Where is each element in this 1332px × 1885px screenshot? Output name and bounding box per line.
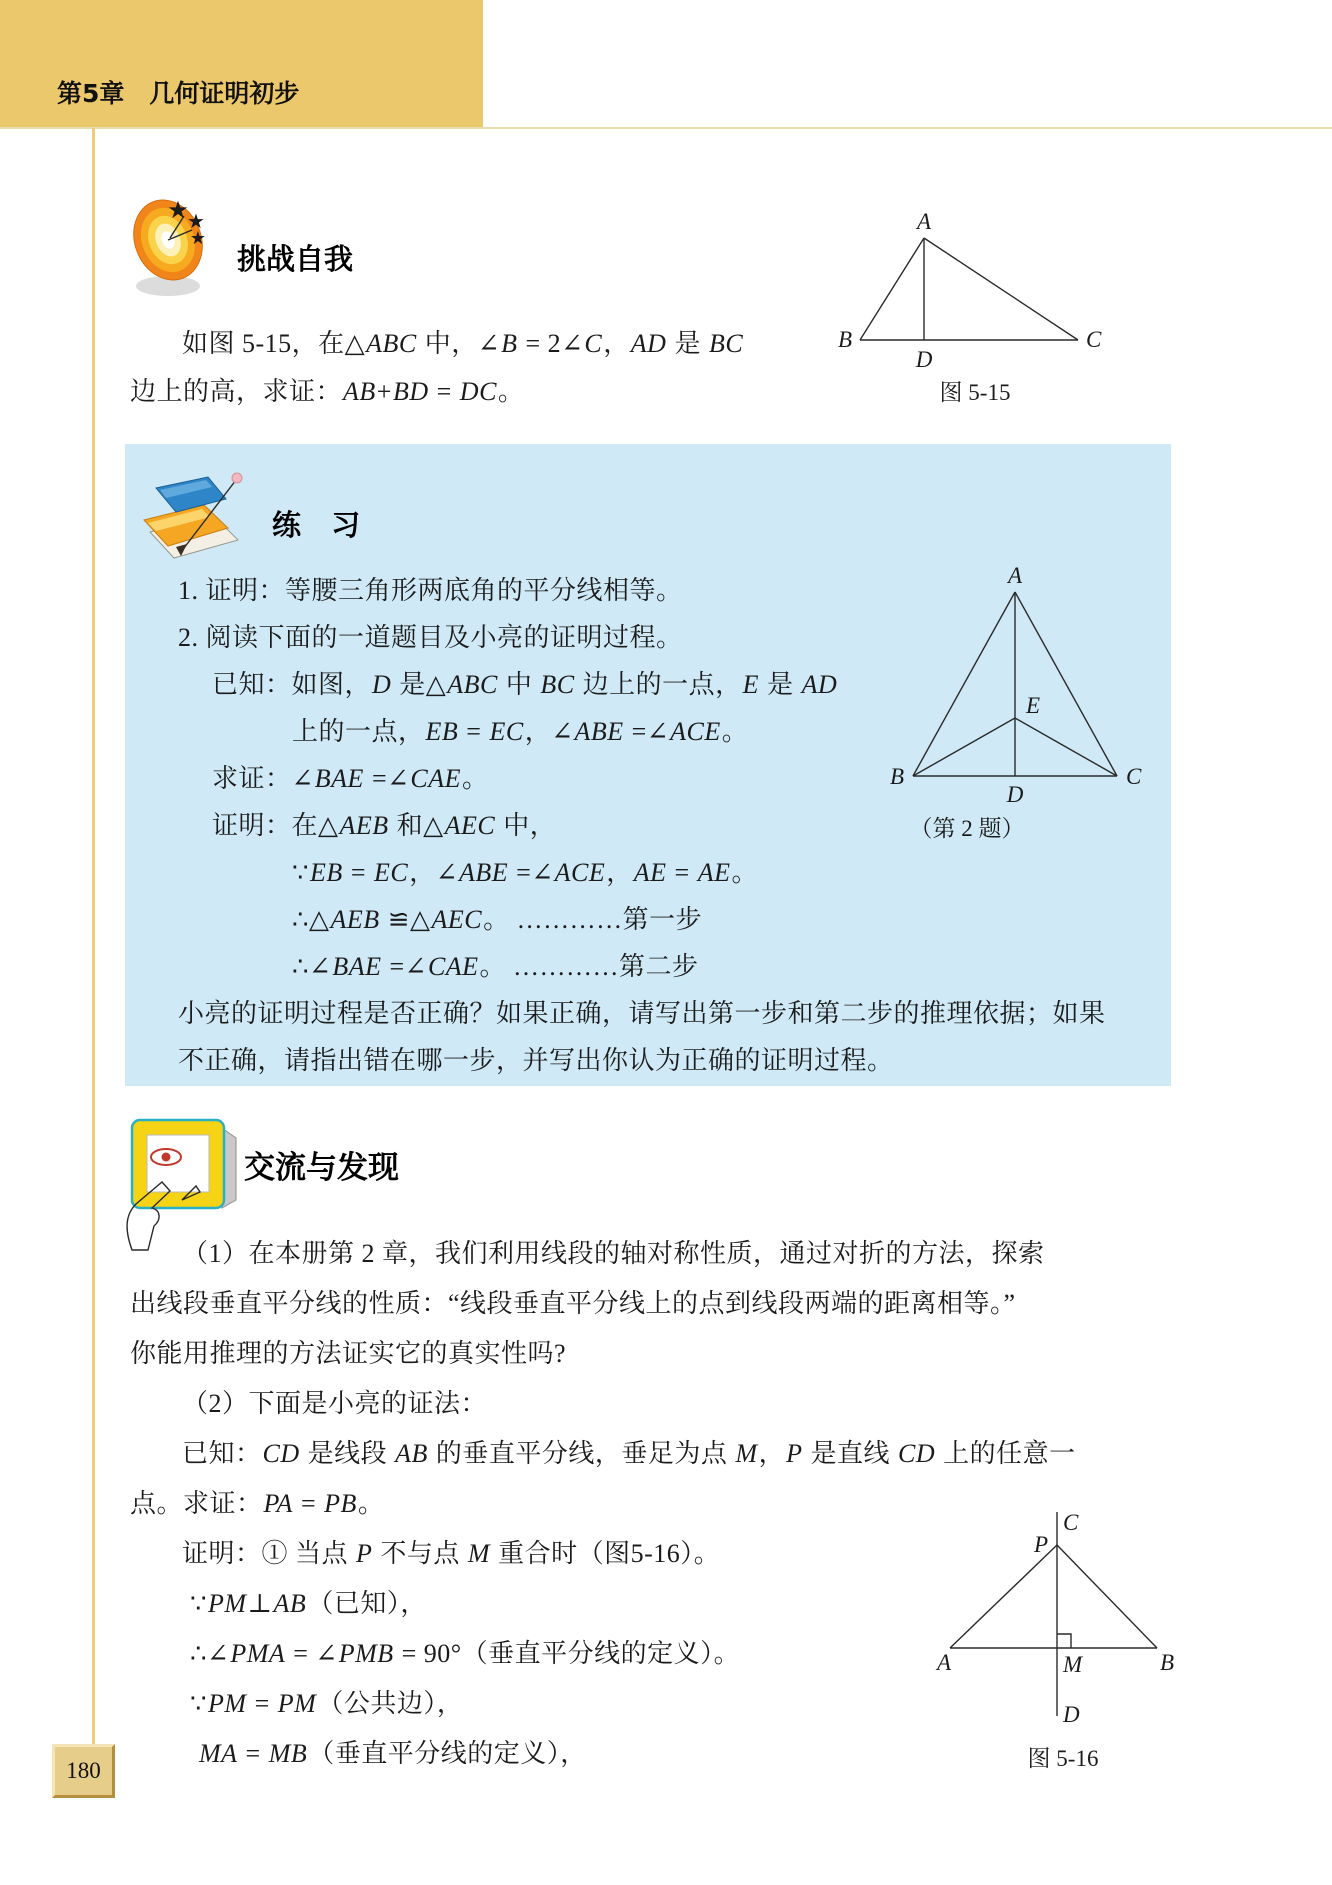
practice-item-2: 2. 阅读下面的一道题目及小亮的证明过程。 [178,623,683,652]
discovery-p2: （2）下面是小亮的证法： [182,1389,488,1418]
fig2-label-e: E [1026,693,1041,718]
fig15-label-a: A [916,209,932,234]
challenge-text-line1: 如图 5-15，在△ABC 中，∠B = 2∠C，AD 是 BC [182,329,744,358]
svg-text:★: ★ [167,198,189,224]
practice-question-line2: 不正确，请指出错在哪一步，并写出你认为正确的证明过程。 [178,1046,894,1075]
discovery-given-line2: 点。求证：PA = PB。 [130,1489,385,1518]
fig2-label-d: D [1006,782,1024,807]
discovery-section-title: 交流与发现 [244,1150,399,1186]
practice-proof-line3: ∴∠BAE =∠CAE。 …………第二步 [292,952,699,981]
practice-given-line2: 上的一点，EB = EC，∠ABE =∠ACE。 [292,717,749,746]
discovery-proof-line1: ∵PM⊥AB（已知）， [190,1589,427,1618]
practice-item-1: 1. 证明：等腰三角形两底角的平分线相等。 [178,576,683,605]
discovery-proof-line2: ∴∠PMA = ∠PMB = 90°（垂直平分线的定义）。 [190,1639,741,1668]
figure-problem-2 [870,550,1170,810]
fig16-label-d: D [1063,1702,1080,1727]
fig2-label-a: A [1007,563,1023,588]
discovery-given-line1: 已知：CD 是线段 AB 的垂直平分线，垂足为点 M，P 是直线 CD 上的任意一 [182,1439,1076,1468]
fig15-label-b: B [837,327,852,352]
fig16-label-b: B [1160,1650,1175,1675]
figure-5-15-caption: 图 5-15 [939,380,1011,405]
discovery-proof-head: 证明：① 当点 P 不与点 M 重合时（图5-16）。 [182,1539,721,1568]
svg-text:★: ★ [187,211,205,233]
figure-5-15 [810,195,1110,375]
figure-5-16-caption: 图 5-16 [1027,1746,1099,1771]
chapter-header-bar [0,0,483,128]
fig16-label-c: C [1063,1510,1079,1535]
notebooks-pencil-icon [138,468,258,573]
page-number: 180 [66,1758,101,1783]
chapter-title: 第5章 几何证明初步 [57,79,300,108]
header-rule [0,127,1332,129]
discovery-proof-line4: MA = MB（垂直平分线的定义）， [199,1739,587,1768]
fig15-label-c: C [1086,327,1102,352]
dartboard-icon [118,190,223,300]
fig16-label-m: M [1063,1652,1083,1677]
practice-section-title: 练 习 [272,508,371,542]
margin-rule [92,128,95,1744]
monitor-hand-icon [104,1112,239,1252]
discovery-p1-line1: （1）在本册第 2 章，我们利用线段的轴对称性质，通过对折的方法，探索 [182,1239,1045,1268]
figure-5-16 [930,1500,1200,1732]
fig2-label-c: C [1126,764,1142,789]
practice-question-line1: 小亮的证明过程是否正确？如果正确，请写出第一步和第二步的推理依据；如果 [178,999,1106,1028]
discovery-proof-line3: ∵PM = PM（公共边）， [190,1689,464,1718]
figure-problem-2-caption: （第 2 题） [909,816,1025,841]
svg-text:★: ★ [189,228,207,248]
discovery-p1-line2: 出线段垂直平分线的性质：“线段垂直平分线上的点到线段两端的距离相等。” [130,1289,1016,1318]
fig16-label-a: A [936,1650,952,1675]
challenge-text-line2: 边上的高，求证：AB+BD = DC。 [130,377,525,406]
practice-proof-line2: ∴△AEB ≌△AEC。 …………第一步 [292,905,703,934]
practice-given-line1: 已知：如图，D 是△ABC 中 BC 边上的一点，E 是 AD [212,670,838,699]
fig16-label-p: P [1033,1532,1048,1557]
practice-prove-line: 求证：∠BAE =∠CAE。 [212,764,489,793]
practice-proof-head: 证明：在△AEB 和△AEC 中， [212,811,557,840]
fig15-label-d: D [915,347,933,372]
fig2-label-b: B [889,764,904,789]
discovery-p1-line3: 你能用推理的方法证实它的真实性吗? [130,1339,567,1368]
page-number-box [52,1744,115,1798]
practice-proof-line1: ∵EB = EC，∠ABE =∠ACE，AE = AE。 [292,858,758,887]
challenge-section-title: 挑战自我 [237,242,354,276]
